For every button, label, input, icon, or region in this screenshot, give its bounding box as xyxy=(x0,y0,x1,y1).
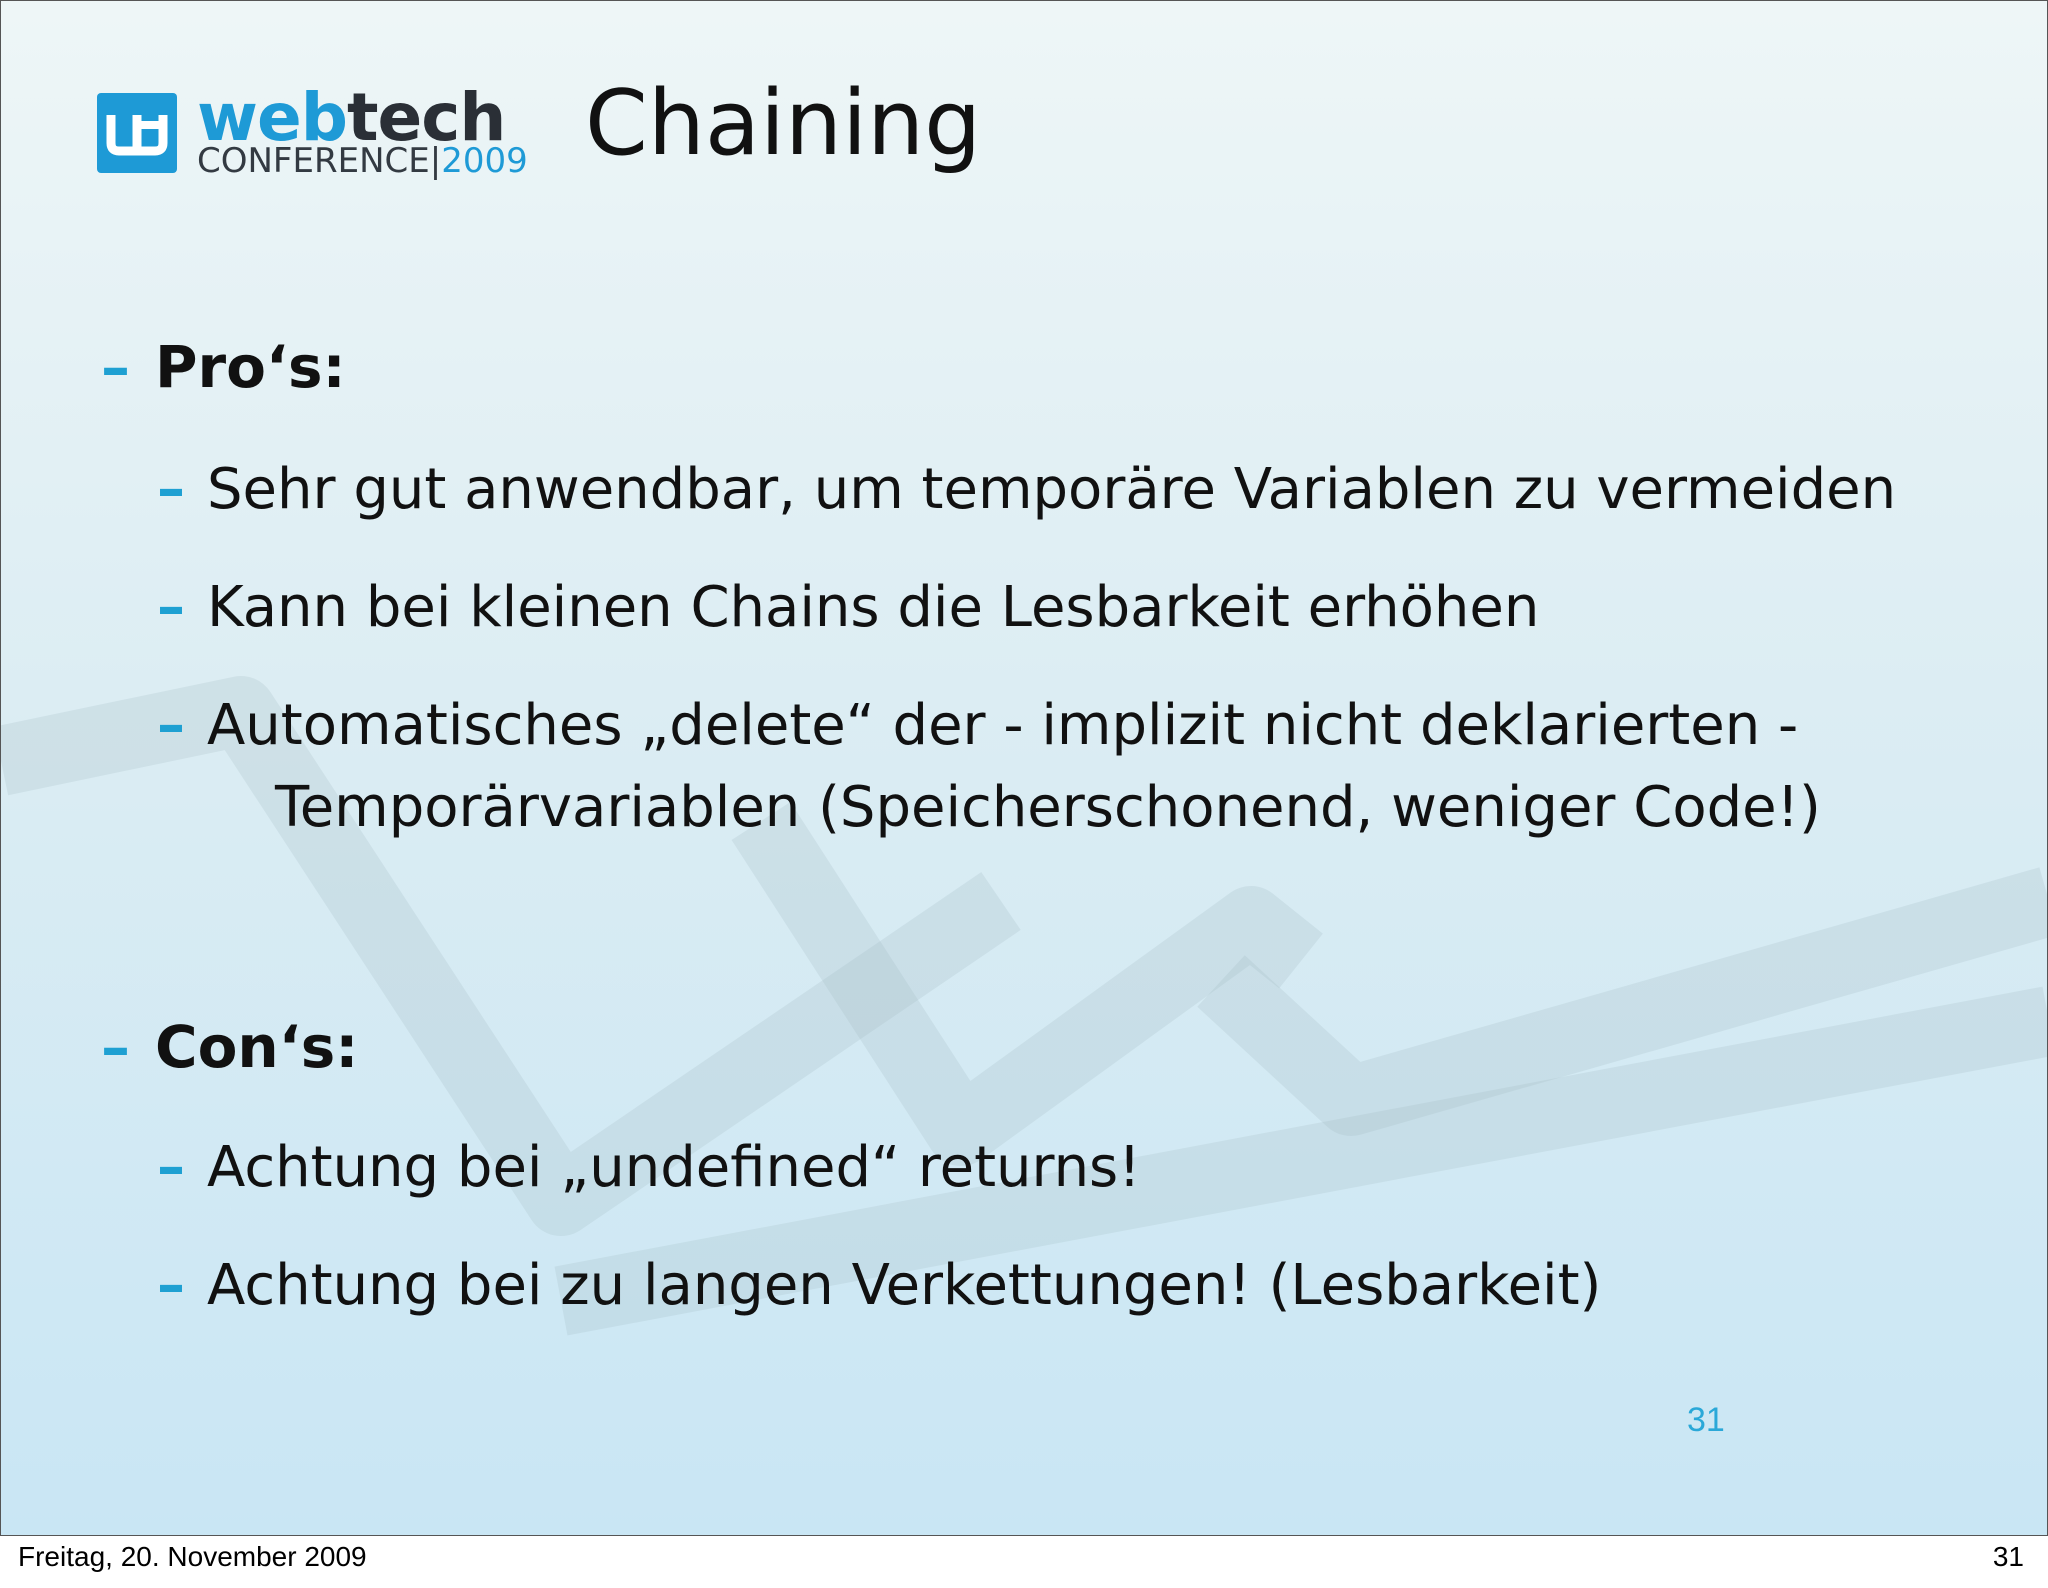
pros-item-text: Automatisches „delete“ der - implizit nicht deklarierten - xyxy=(207,693,1799,758)
bullet-dash-icon: – xyxy=(157,1253,185,1318)
logo-sub-year: 2009 xyxy=(441,141,528,181)
webtech-logo xyxy=(97,79,528,181)
pros-item-1 xyxy=(157,457,1897,522)
logo-word-web: web xyxy=(197,79,347,156)
bullet-dash-icon: – xyxy=(157,575,185,640)
cons-heading-text: Con‘s: xyxy=(155,1013,359,1081)
pros-item-3 xyxy=(157,693,1799,758)
pros-item-text: Sehr gut anwendbar, um temporäre Variablen zu vermeiden xyxy=(207,457,1897,522)
slide-number: 31 xyxy=(1687,1401,1725,1439)
cons-item-text: Achtung bei „undefined“ returns! xyxy=(207,1135,1141,1200)
bullet-dash-icon: – xyxy=(157,693,185,758)
logo-subtitle xyxy=(197,141,528,181)
footer-page-number: 31 xyxy=(1992,1541,2024,1572)
pros-item-3-continuation: Temporärvariablen (Speicherschonend, weniger Code!) xyxy=(275,775,1821,840)
wt-logo-icon xyxy=(97,93,177,173)
logo-word-tech: tech xyxy=(346,79,506,156)
cons-item-text: Achtung bei zu langen Verkettungen! (Lesbarkeit) xyxy=(207,1253,1602,1318)
bullet-dash-icon: – xyxy=(101,1013,130,1081)
bullet-dash-icon: – xyxy=(101,333,130,401)
pros-heading-text: Pro‘s: xyxy=(155,333,346,401)
footer-date: Freitag, 20. November 2009 xyxy=(18,1541,367,1572)
bullet-dash-icon: – xyxy=(157,457,185,522)
bullet-dash-icon: – xyxy=(157,1135,185,1200)
logo-sub-conference: CONFERENCE| xyxy=(197,141,442,181)
slide-title: Chaining xyxy=(585,71,982,176)
pros-item-2 xyxy=(157,575,1540,640)
pros-heading xyxy=(101,333,346,401)
pros-item-text: Kann bei kleinen Chains die Lesbarkeit erhöhen xyxy=(207,575,1540,640)
cons-heading xyxy=(101,1013,359,1081)
cons-item-1 xyxy=(157,1135,1141,1200)
cons-item-2 xyxy=(157,1253,1602,1318)
